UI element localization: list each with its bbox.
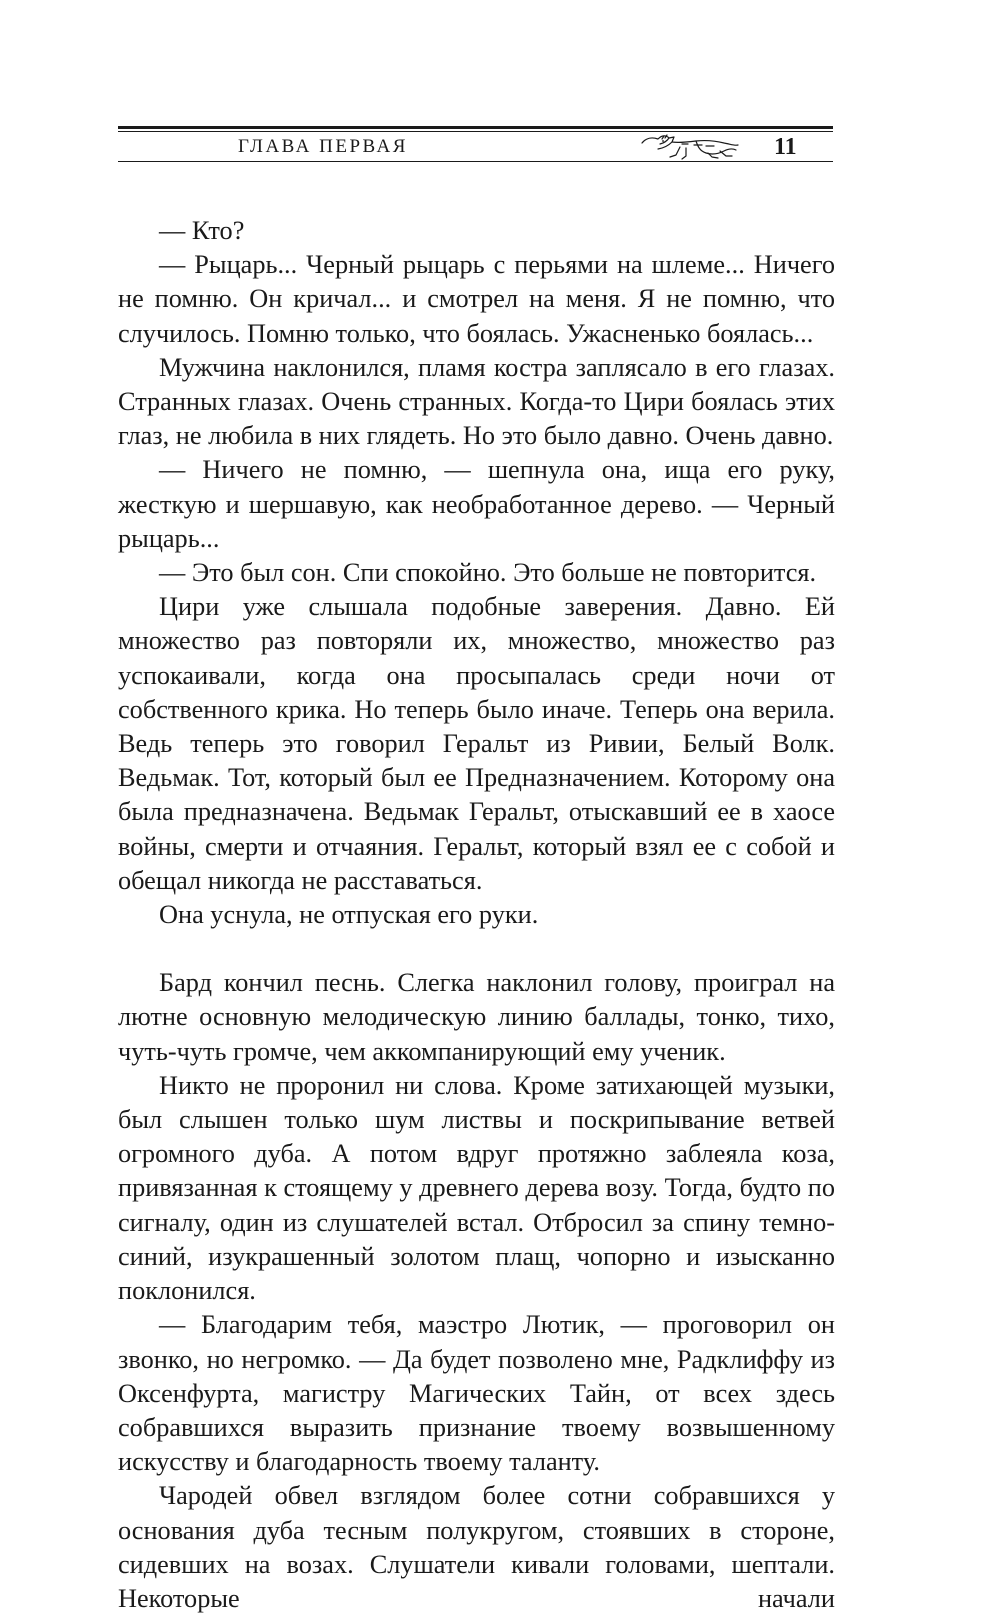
header-rule-bottom [118,161,833,162]
paragraph: — Рыцарь... Черный рыцарь с перьями на шлеме... Ничего не помню. Он кричал... и смотрел на меня. Я не помню, что случилось. Помню только, что боялась. Ужасненько боялась... [118,250,835,348]
page-number: 11 [774,134,797,160]
chapter-title: ГЛАВА ПЕРВАЯ [238,136,408,157]
body-text [118,214,835,1616]
paragraph: Бард кончил песнь. Слегка наклонил голову, проиграл на лютне основную мелодическую линию баллады, тонко, тихо, чуть-чуть громче, чем аккомпанирующий ему ученик. [118,968,835,1066]
scene-break [118,932,835,966]
paragraph: — Благодарим тебя, маэстро Лютик, — проговорил он звонко, но негромко. — Да будет позволено мне, Радклиффу из Оксенфурта, магистру Магических Тайн, от всех здесь собравшихся выразить признание твоему возвышенному искусству и благодарность твоему таланту. [118,1310,835,1477]
paragraph: — Это был сон. Спи спокойно. Это больше не повторится. [159,558,817,588]
paragraph: Мужчина наклонился, пламя костра заплясало в его глазах. Странных глазах. Очень странных. Когда-то Цири боялась этих глаз, не любила в них глядеть. Но это было давно. Очень давно. [118,352,835,451]
paragraph: Никто не проронил ни слова. Кроме затихающей музыки, был слышен только шум листвы и поскрипывание ветвей огромного дуба. А потом вдруг протяжно заблеяла коза, привязанная к стоящему у древнего дерева возу. Тогда, будто по сигналу, один из слушателей встал. Отбросил за спину темно-синий, изукрашенный золотом плащ, чопорно и изысканно поклонился. [118,1070,835,1306]
paragraph: — Ничего не помню, — шепнула она, ища его руку, жесткую и шершавую, как необработанное дерево. — Черный рыцарь... [118,455,835,553]
paragraph: Чародей обвел взглядом более сотни собравшихся у основания дуба тесным полукругом, стоявших в стороне, сидевших на возах. Слушатели кивали головами, шептали. Некоторые начали [118,1481,835,1613]
paragraph: — Кто? [159,216,245,245]
paragraph: Цири уже слышала подобные заверения. Давно. Ей множество раз повторяли их, множество, множество раз успокаивали, когда она просыпалась среди ночи от собственного крика. Но теперь было иначе. Теперь она верила. Ведь теперь это говорил Геральт из Ривии, Белый Волк. Ведьмак. Тот, который был ее Предназначением. Которому она была предназначена. Ведьмак Геральт, отыскавший ее в хаосе войны, смерти и отчаяния. Геральт, который взял ее с собой и обещал никогда не расставаться. [118,592,835,895]
running-head [118,126,833,164]
paragraph: Она уснула, не отпуская его руки. [159,900,539,930]
wolf-icon [636,129,742,161]
